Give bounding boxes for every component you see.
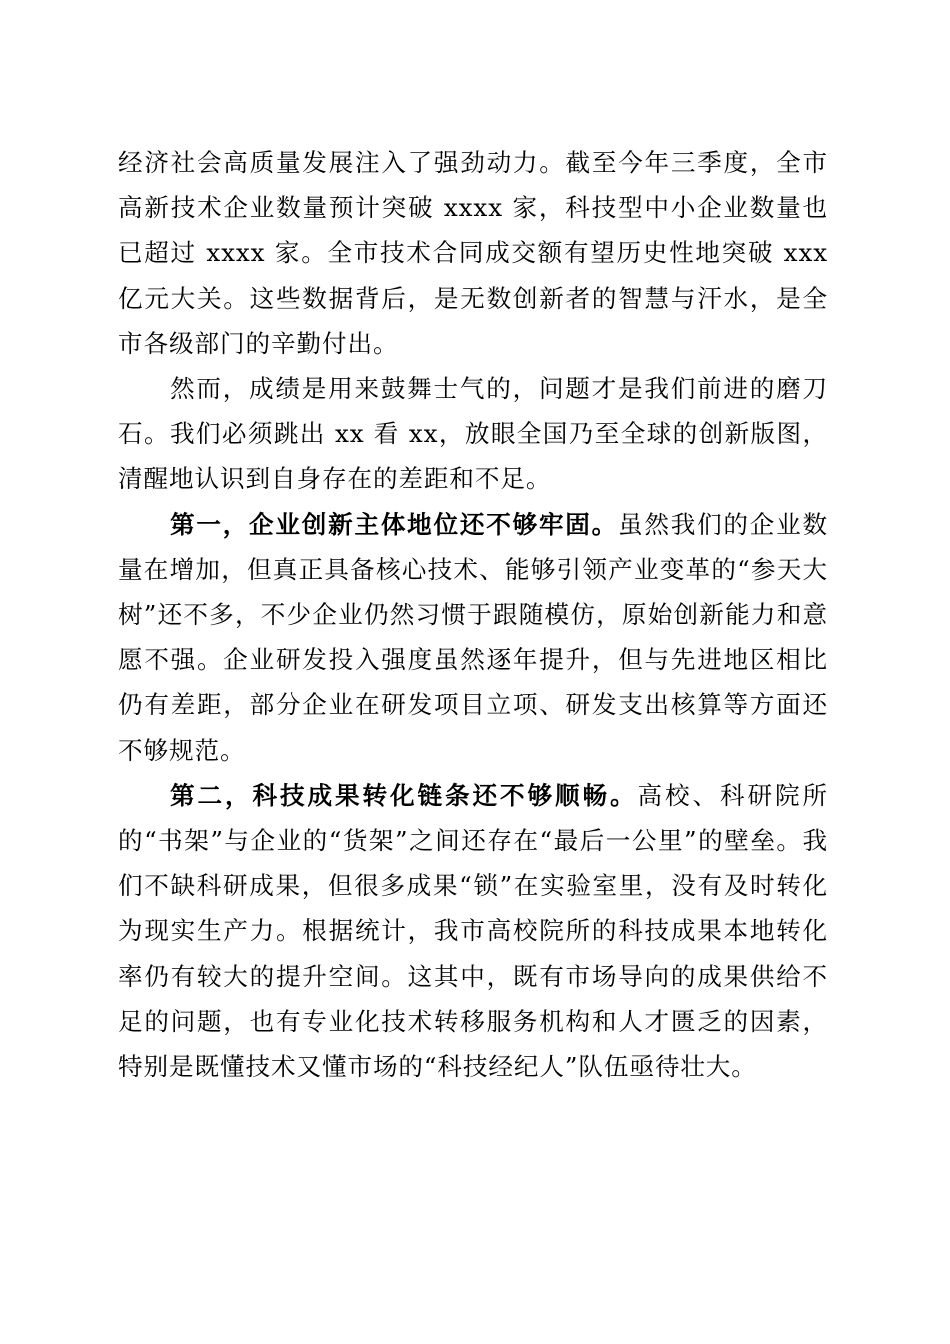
paragraph-4-text: 高校、科研院所的“书架”与企业的“货架”之间还存在“最后一公里”的壁垒。我们不缺科研成果，但很多成果“锁”在实验室里，没有及时转化为现实生产力。根据统计，我市高校院所的科技成果本地转化率仍有较大的提升空间。这其中，既有市场导向的成果供给不足的问题，也有专业化技术转移服务机构和人才匮乏的因素，特别是既懂技术又懂市场的“科技经纪人”队伍亟待壮大。 xyxy=(118,780,828,1082)
paragraph-2-text: 然而，成绩是用来鼓舞士气的，问题才是我们前进的磨刀石。我们必须跳出 xx 看 xx，放眼全国乃至全球的创新版图，清醒地认识到自身存在的差距和不足。 xyxy=(118,374,828,494)
paragraph-1 xyxy=(118,140,828,366)
paragraph-3 xyxy=(118,502,828,773)
document-body xyxy=(118,140,828,1089)
paragraph-4-heading: 第二，科技成果转化链条还不够顺畅。 xyxy=(170,780,638,810)
paragraph-4 xyxy=(118,773,828,1089)
paragraph-2 xyxy=(118,366,828,502)
paragraph-3-text: 虽然我们的企业数量在增加，但真正具备核心技术、能够引领产业变革的“参天大树”还不多，不少企业仍然习惯于跟随模仿，原始创新能力和意愿不强。企业研发投入强度虽然逐年提升，但与先进地区相比仍有差距，部分企业在研发项目立项、研发支出核算等方面还不够规范。 xyxy=(118,509,828,765)
paragraph-1-text: 经济社会高质量发展注入了强劲动力。截至今年三季度，全市高新技术企业数量预计突破 xxxx 家，科技型中小企业数量也已超过 xxxx 家。全市技术合同成交额有望历史性地突破 xxx 亿元大关。这些数据背后，是无数创新者的智慧与汗水，是全市各级部门的辛勤付出。 xyxy=(118,148,828,358)
paragraph-3-heading: 第一，企业创新主体地位还不够牢固。 xyxy=(170,509,619,539)
